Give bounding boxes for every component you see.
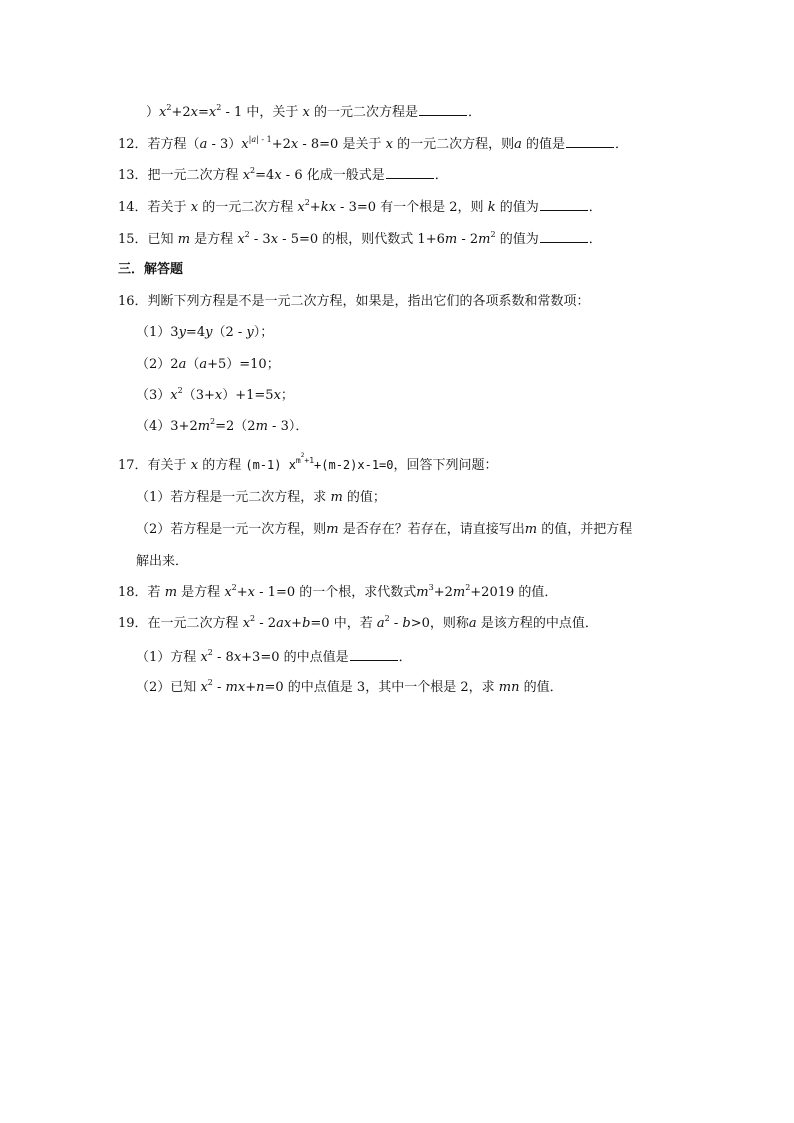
q15-end: ． <box>588 232 602 247</box>
q15-text4: 的值为 <box>499 232 539 247</box>
q17-p2-text3: 的值，并把方程 <box>541 522 633 537</box>
question-16 <box>118 293 590 311</box>
q17-text: 有关于 <box>147 458 187 473</box>
q17-part-1: （1）若方程是一元二次方程，求 m 的值； <box>136 490 386 505</box>
q16-part-4: $(4)3+2m^2=2(2m - 3)$． <box>136 417 309 434</box>
q16-part-1: （1）3y=4y（2 - y）； <box>136 325 274 340</box>
q17-p1-text: 若方程是一元二次方程，求 <box>170 490 327 505</box>
question-17: 17．有关于 x 的方程 (m-1) $x^{m^2+1}+(m-2)x-1=0$，回答下列问题： <box>118 452 498 473</box>
answer-blank[interactable] <box>350 647 398 661</box>
q19-text: 在一元二次方程 <box>147 616 239 631</box>
q15-text3: 的根，则代数式 <box>322 232 414 247</box>
q14-text: 若关于 <box>147 200 187 215</box>
q19-p1-end: ． <box>398 650 412 665</box>
question-number: 19． <box>118 616 148 631</box>
part-label: （2） <box>136 680 171 695</box>
question-number: 15． <box>118 232 148 247</box>
part-label: （2） <box>136 522 171 537</box>
q18-text4: 的值． <box>518 585 558 600</box>
q17-p1-text2: 的值； <box>346 490 386 505</box>
q19-p1-text: 方程 <box>170 650 197 665</box>
q12-text4: 的值是 <box>526 137 566 152</box>
q18-text2: 是方程 <box>181 585 221 600</box>
q12-text3: 的一元二次方程，则 <box>397 137 515 152</box>
part-label: （2） <box>136 357 171 372</box>
q19-p1-text2: 的中点值是 <box>283 650 349 665</box>
q11-text: 中，关于 <box>246 105 299 120</box>
answer-blank[interactable] <box>386 165 434 179</box>
question-number: 12． <box>118 137 148 152</box>
q18-text3: 的一个根，求代数式 <box>299 585 417 600</box>
answer-blank[interactable] <box>566 134 614 148</box>
q17-text3: ，回答下列问题： <box>393 458 498 473</box>
question-19: 19．在一元二次方程 $x^2 - 2ax+b=0$ 中，若 $a^2 - b>0$，则称a 是该方程的中点值． <box>118 614 598 631</box>
part-label: （1） <box>136 325 171 340</box>
q19-text2: 中，若 <box>333 616 373 631</box>
question-14: 14．若关于 x 的一元二次方程 $x^2+kx - 3=0$ 有一个根是 2，则 k 的值为 ． <box>118 198 602 215</box>
q19-part-2: （2）已知 $x^2 - mx+n=0$ 的中点值是 3，其中一个根是 2，求 mn 的值． <box>136 678 563 695</box>
q15-text2: 是方程 <box>194 232 234 247</box>
q17-part-2-cont <box>136 553 188 571</box>
q13-end: ． <box>434 168 448 183</box>
q12-text2: 是关于 <box>342 137 382 152</box>
q19-text3: ，则称 <box>429 616 469 631</box>
q12-paren: ） <box>228 137 242 152</box>
q16-part-2: （2）2a（a+5）=10； <box>136 357 280 372</box>
q16-text: 判断下列方程是不是一元二次方程，如果是，指出它们的各项系数和常数项： <box>147 294 590 309</box>
question-13: 13．把一元二次方程 $x^2=4x - 6$ 化成一般式是 ． <box>118 166 448 183</box>
question-12: 12．若方程$(a - 3)x^{|a| - 1}+2x - 8=0$ 是关于 x 的一元二次方程，则a 的值是 ． <box>118 135 629 152</box>
q17-p2-text2: 是否存在？若存在，请直接写出 <box>342 522 525 537</box>
q16-part-3: $(3)x^2(3+x)+1=5x$； <box>136 386 294 403</box>
q19-p2-text2: 的中点值是 3，其中一个根是 2，求 <box>287 680 495 695</box>
question-number: 18． <box>118 585 148 600</box>
answer-blank[interactable] <box>540 229 588 243</box>
q11-paren: ） <box>146 105 160 120</box>
q14-text4: 的值为 <box>499 200 539 215</box>
q14-end: ． <box>588 200 602 215</box>
q14-text3: 有一个根是 2，则 <box>380 200 484 215</box>
question-number: 13． <box>118 168 148 183</box>
part-label: （1） <box>136 650 171 665</box>
question-number: 16． <box>118 294 148 309</box>
q12-end: ． <box>615 137 629 152</box>
q15-text: 已知 <box>147 232 174 247</box>
question-number: 17． <box>118 458 148 473</box>
answer-blank[interactable] <box>540 197 588 211</box>
q13-text: 把一元二次方程 <box>147 168 239 183</box>
answer-blank[interactable] <box>419 102 467 116</box>
equation: (m-1) $x^{m^2+1}+(m-2)x-1=0$ <box>245 452 394 472</box>
q17-text2: 的方程 <box>202 458 242 473</box>
part-label: （3） <box>136 388 171 403</box>
question-number: 14． <box>118 200 148 215</box>
q19-p2-text3: 的值． <box>523 680 563 695</box>
q17-p2-line2: 解出来． <box>136 554 189 569</box>
q12-text: 若方程（ <box>147 137 200 152</box>
q11-text2: 的一元二次方程是 <box>314 105 419 120</box>
question-18: 18．若 m 是方程 $x^2+x - 1=0$ 的一个根，求代数式$m^3+2m^2+2019$ 的值． <box>118 583 558 600</box>
q19-p2-text: 已知 <box>170 680 197 695</box>
q19-part-1: （1）方程 $x^2 - 8x+3=0$ 的中点值是 ． <box>136 648 412 665</box>
q17-part-2: （2）若方程是一元一次方程，则m 是否存在？若存在，请直接写出m 的值，并把方程 <box>136 522 633 537</box>
section-heading: 三．解答题 <box>118 262 184 277</box>
q17-p2-text: 若方程是一元一次方程，则 <box>170 522 327 537</box>
part-label: （1） <box>136 490 171 505</box>
question-15: 15．已知 m 是方程 $x^2 - 3x - 5=0$ 的根，则代数式 $1+6m - 2m^2$ 的值为 ． <box>118 230 602 247</box>
q13-text2: 化成一般式是 <box>306 168 385 183</box>
q14-text2: 的一元二次方程 <box>202 200 294 215</box>
q11-tail: ）$x^2+2x=x^2 - 1$ 中，关于 x 的一元二次方程是 ． <box>146 103 482 120</box>
part-label: （4） <box>136 419 171 434</box>
q11-end: ． <box>468 105 482 120</box>
q19-text4: 是该方程的中点值． <box>480 616 598 631</box>
q18-text: 若 <box>147 585 161 600</box>
